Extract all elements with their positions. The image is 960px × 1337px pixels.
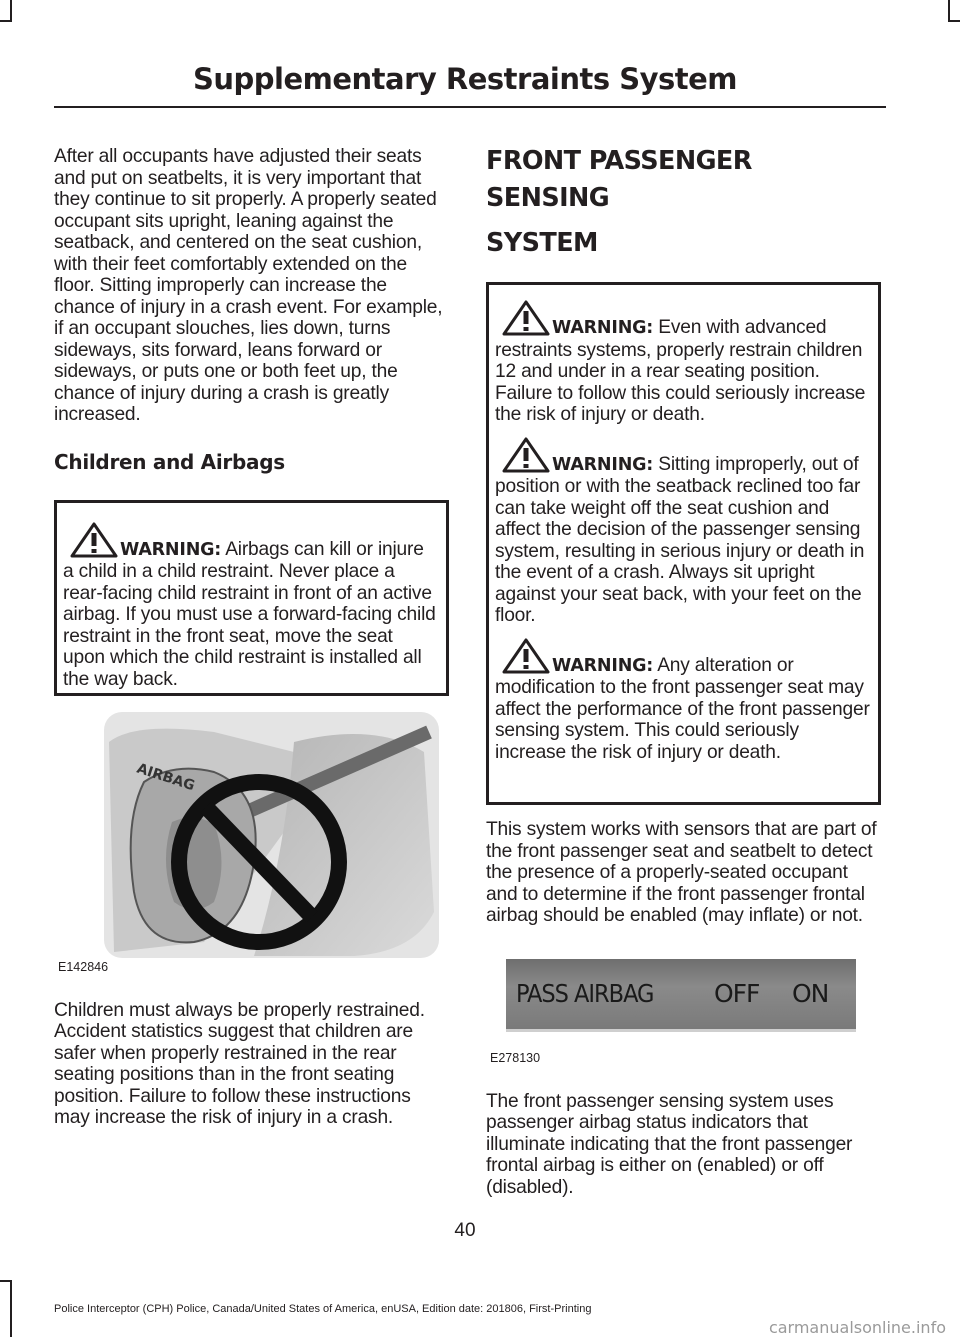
warning-box xyxy=(486,282,881,805)
warning-box xyxy=(54,500,449,696)
child-seat-figure xyxy=(54,712,449,974)
crop-mark xyxy=(10,1280,12,1337)
warning-text: Sitting improperly, out of position or with the seatback reclined too far can take weight off the seat cushion and affect the decision of the passenger sensing system, resulting in serious injury or death in the event of a crash. Always sit upright against your seat back, with your feet on the floor. xyxy=(495,453,865,626)
off-text: OFF xyxy=(714,978,760,1008)
intro-paragraph: After all occupants have adjusted their seats and put on seatbelts, it is very important that they continue to sit properly. A properly seated occupant sits upright, leaning against the seatback, and centered on the seat cushion, with their feet comfortably extended on the floor. Sitting improperly can increase the chance of injury in a crash event. For example, if an occupant slouches, lies down, turns sideways, sits forward, leans forward or sideways, or puts one or both feet up, the chance of injury during a crash is greatly increased. xyxy=(54,146,443,425)
figure-code: E142846 xyxy=(58,959,109,974)
crop-mark xyxy=(0,1280,12,1282)
watermark: carmanualsonline.info xyxy=(768,1318,946,1337)
page-title: Supplementary Restraints System xyxy=(192,62,738,96)
heading-line-2: SYSTEM xyxy=(486,228,598,258)
section-heading-children-airbags: Children and Airbags xyxy=(54,449,285,474)
warning-triangle-icon xyxy=(69,521,119,559)
left-column xyxy=(54,146,449,1129)
warning-item xyxy=(63,539,438,691)
indicator-paragraph: The front passenger sensing system uses passenger airbag status indicators that illuminate indicating that the front passenger frontal airbag is either on (enabled) or off (disabled). xyxy=(486,1090,853,1198)
figure-code: E278130 xyxy=(490,1050,541,1065)
warning-triangle-icon xyxy=(501,299,551,337)
warning-text: Any alteration or modification to the front passenger seat may affect the performance of the front passenger sensing system. This could seriously increase the risk of injury or death. xyxy=(495,654,870,763)
warning-text: Airbags can kill or injure a child in a child restraint. Never place a rear-facing child restraint in front of an active airbag. If you must use a forward-facing child restraint in the front seat, move the seat upon which the child restraint is installed all the way back. xyxy=(63,538,436,690)
crop-mark xyxy=(948,0,950,20)
warning-label: WARNING: xyxy=(552,655,654,676)
footer-text: Police Interceptor (CPH) Police, Canada/United States of America, enUSA, Edition date: 201806, First-Printing xyxy=(54,1303,592,1315)
pass-airbag-text: PASS AIRBAG xyxy=(516,978,654,1008)
warning-triangle-icon xyxy=(501,637,551,675)
warning-label: WARNING: xyxy=(552,318,654,338)
page-number: 40 xyxy=(454,1220,476,1241)
warning-item xyxy=(495,317,872,426)
title-divider xyxy=(54,106,886,108)
heading-line-1: FRONT PASSENGER SENSING xyxy=(486,146,752,213)
warning-item xyxy=(495,655,872,764)
crop-mark xyxy=(948,20,960,22)
warning-item xyxy=(495,454,872,627)
warning-label: WARNING: xyxy=(552,454,654,475)
sensing-paragraph: This system works with sensors that are part of the front passenger seat and seatbelt to detect the presence of a properly-seated occupant and to determine if the front passenger frontal airbag should be enabled (may inflate) or not. xyxy=(486,819,877,926)
warning-label: WARNING: xyxy=(120,539,222,560)
warning-text: Even with advanced restraints systems, properly restrain children 12 and under in a rear seating position. Failure to follow this could seriously increase the risk of injury or death. xyxy=(495,317,866,425)
child-seat-illustration xyxy=(54,712,449,974)
warning-triangle-icon xyxy=(501,436,551,474)
on-text: ON xyxy=(792,978,829,1008)
section-heading-passenger-sensing xyxy=(486,143,881,269)
crop-mark xyxy=(10,0,12,20)
right-column xyxy=(486,143,881,1198)
airbag-label: AIRBAG xyxy=(134,760,197,794)
airbag-indicator-panel xyxy=(506,959,856,1032)
airbag-indicator-figure xyxy=(486,951,881,1069)
children-paragraph: Children must always be properly restrained. Accident statistics suggest that children are safer when properly restrained in the rear seating positions than in the front seating position. Failure to follow these instructions may increase the risk of injury in a crash. xyxy=(54,999,425,1128)
crop-mark xyxy=(0,20,12,22)
